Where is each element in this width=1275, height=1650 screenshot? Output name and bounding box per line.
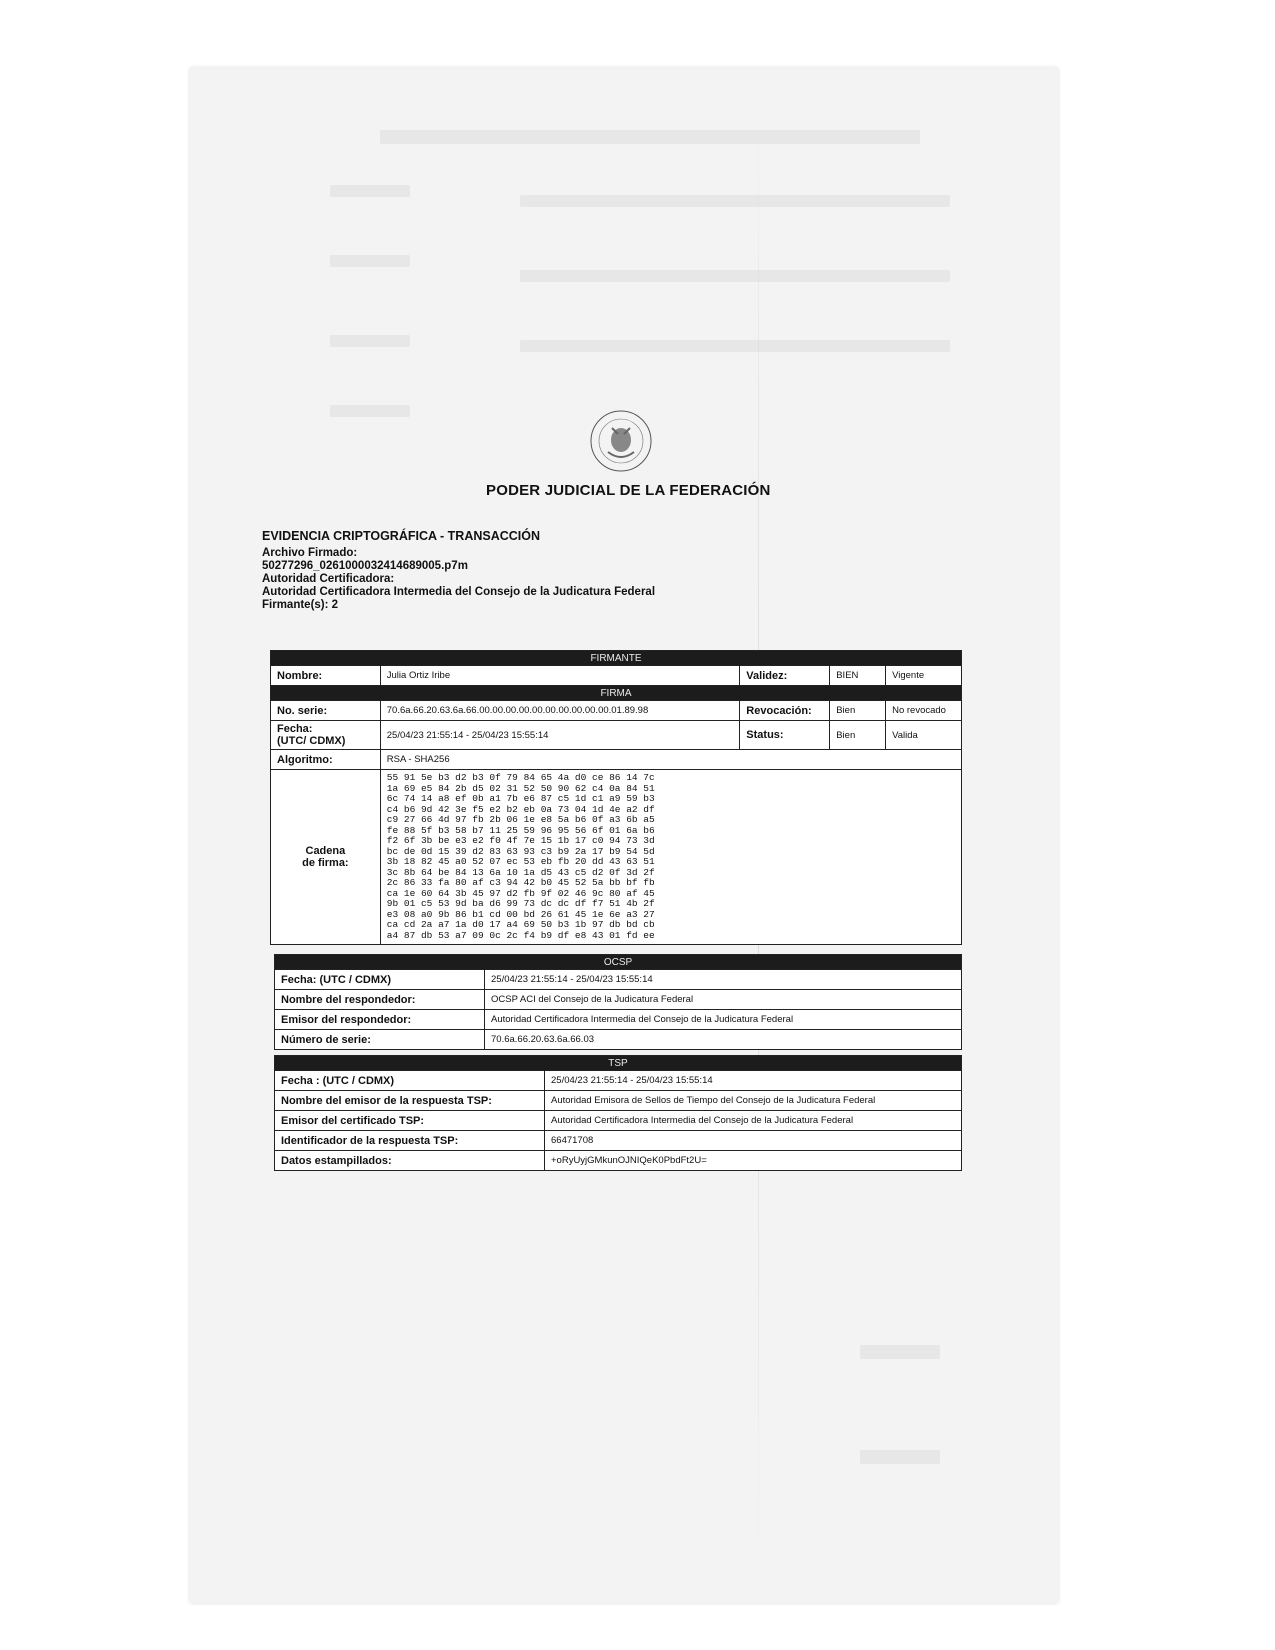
serie-value: 70.6a.66.20.63.6a.66.00.00.00.00.00.00.00.00.00.00.01.89.98 <box>380 701 740 721</box>
table-row <box>275 970 962 990</box>
bleed-through-block <box>330 185 410 197</box>
table-row <box>271 666 962 686</box>
cadena-label <box>271 770 381 945</box>
bleed-through-block <box>520 195 950 207</box>
cadena-line: 1a 69 e5 84 2b d5 02 31 52 50 90 62 c4 0a 84 51 <box>386 782 655 794</box>
cadena-line: f2 6f 3b be e3 e2 f0 4f 7e 15 1b 17 c0 94 73 3d <box>386 835 655 846</box>
table-row <box>271 750 962 770</box>
ocsp-emisor-value: Autoridad Certificadora Intermedia del Consejo de la Judicatura Federal <box>485 1010 962 1030</box>
tsp-identificador-value: 66471708 <box>545 1131 962 1151</box>
fecha-value: 25/04/23 21:55:14 - 25/04/23 15:55:14 <box>380 721 740 750</box>
firma-section-header: FIRMA <box>271 686 962 701</box>
table-row <box>275 1010 962 1030</box>
vigencia-value: Vigente <box>886 666 962 686</box>
tsp-identificador-label: Identificador de la respuesta TSP: <box>275 1131 545 1151</box>
firmante-section-header: FIRMANTE <box>271 651 962 666</box>
table-row <box>275 1111 962 1131</box>
archivo-value: 50277296_0261000032414689005.p7m <box>262 560 468 572</box>
table-row <box>275 1131 962 1151</box>
cadena-line: bc de 0d 15 39 d2 83 63 93 c3 b9 2a 17 b9 54 5d <box>386 845 655 857</box>
ocsp-fecha-value: 25/04/23 21:55:14 - 25/04/23 15:55:14 <box>485 970 962 990</box>
cadena-value <box>380 770 961 945</box>
ocsp-respondedor-label: Nombre del respondedor: <box>275 990 485 1010</box>
archivo-label: Archivo Firmado: <box>262 547 358 559</box>
cadena-line: ca cd 2a a7 1a d0 17 a4 69 50 b3 1b 97 db bd cb <box>386 919 655 930</box>
table-row <box>275 1151 962 1171</box>
bleed-through-block <box>380 130 920 144</box>
status-value: Bien <box>830 721 886 750</box>
mexican-coat-of-arms-seal-icon <box>588 408 654 474</box>
tsp-fecha-label: Fecha : (UTC / CDMX) <box>275 1071 545 1091</box>
serie-label: No. serie: <box>271 701 381 721</box>
tsp-datos-label: Datos estampillados: <box>275 1151 545 1171</box>
ocsp-serie-value: 70.6a.66.20.63.6a.66.03 <box>485 1030 962 1050</box>
cadena-label-line-1: Cadena <box>305 845 346 857</box>
cadena-line: ca 1e 60 64 3b 45 97 d2 fb 9f 02 46 9c 80 af 45 <box>386 887 655 899</box>
cadena-line: c9 27 66 4d 97 fb 2b 06 1e e8 5a b6 0f a3 6b a5 <box>386 814 655 825</box>
cadena-line: e3 08 a0 9b 86 b1 cd 00 bd 26 61 45 1e 6e a3 27 <box>386 908 655 920</box>
table-row <box>271 770 962 945</box>
status-label: Status: <box>740 721 830 750</box>
evidence-title: EVIDENCIA CRIPTOGRÁFICA - TRANSACCIÓN <box>262 529 541 543</box>
evidence-meta <box>262 530 762 612</box>
bleed-through-block <box>520 340 950 352</box>
revocacion-value: Bien <box>830 701 886 721</box>
fecha-label-line-1: Fecha: <box>277 723 313 735</box>
nombre-value: Julia Ortiz Iribe <box>380 666 740 686</box>
bleed-through-block <box>330 335 410 347</box>
ocsp-table <box>274 954 962 1050</box>
cadena-line: 2c 86 33 fa 80 af c3 94 42 b0 45 52 5a bb bf fb <box>386 877 655 888</box>
tsp-section-header: TSP <box>275 1056 962 1071</box>
bleed-through-block <box>330 255 410 267</box>
cadena-line: c4 b6 9d 42 3e f5 e2 b2 eb 0a 73 04 1d 4e a2 df <box>386 803 655 815</box>
firmante-firma-table <box>270 650 962 945</box>
bleed-through-block <box>860 1450 940 1464</box>
ocsp-section-header: OCSP <box>275 955 962 970</box>
status-state: Valida <box>886 721 962 750</box>
cadena-line: 9b 01 c5 53 9d ba d6 99 73 dc dc df f7 51 4b 2f <box>386 898 655 909</box>
tsp-datos-value: +oRyUyjGMkunOJNIQeK0PbdFt2U= <box>545 1151 962 1171</box>
validez-value: BIEN <box>830 666 886 686</box>
algoritmo-value: RSA - SHA256 <box>380 750 961 770</box>
tsp-emisor-respuesta-value: Autoridad Emisora de Sellos de Tiempo del Consejo de la Judicatura Federal <box>545 1091 962 1111</box>
bleed-through-block <box>330 405 410 417</box>
table-row <box>275 1071 962 1091</box>
revocacion-state: No revocado <box>886 701 962 721</box>
tsp-fecha-value: 25/04/23 21:55:14 - 25/04/23 15:55:14 <box>545 1071 962 1091</box>
validez-label: Validez: <box>740 666 830 686</box>
tsp-emisor-respuesta-label: Nombre del emisor de la respuesta TSP: <box>275 1091 545 1111</box>
cadena-line: 3b 18 82 45 a0 52 07 ec 53 eb fb 20 dd 43 63 51 <box>386 856 655 867</box>
nombre-label: Nombre: <box>271 666 381 686</box>
tsp-emisor-cert-value: Autoridad Certificadora Intermedia del Consejo de la Judicatura Federal <box>545 1111 962 1131</box>
autoridad-value: Autoridad Certificadora Intermedia del Consejo de la Judicatura Federal <box>262 586 656 598</box>
revocacion-label: Revocación: <box>740 701 830 721</box>
cadena-line: fe 88 5f b3 58 b7 11 25 59 96 95 56 6f 01 6a b6 <box>386 824 655 836</box>
autoridad-label: Autoridad Certificadora: <box>262 573 395 585</box>
institution-title: PODER JUDICIAL DE LA FEDERACIÓN <box>486 482 771 499</box>
table-row <box>275 990 962 1010</box>
ocsp-fecha-label: Fecha: (UTC / CDMX) <box>275 970 485 990</box>
cadena-line: a4 87 db 53 a7 09 0c 2c f4 b9 df e8 43 01 fd ee <box>386 929 655 941</box>
fecha-label <box>271 721 381 750</box>
ocsp-serie-label: Número de serie: <box>275 1030 485 1050</box>
firmantes-count: Firmante(s): 2 <box>262 599 339 611</box>
cadena-line: 6c 74 14 a8 ef 0b a1 7b e6 87 c5 1d c1 a9 59 b3 <box>386 793 655 804</box>
bleed-through-block <box>860 1345 940 1359</box>
bleed-through-block <box>520 270 950 282</box>
algoritmo-label: Algoritmo: <box>271 750 381 770</box>
ocsp-emisor-label: Emisor del respondedor: <box>275 1010 485 1030</box>
cadena-label-line-2: de firma: <box>302 857 349 869</box>
fecha-label-line-2: (UTC/ CDMX) <box>277 735 346 747</box>
cadena-line: 55 91 5e b3 d2 b3 0f 79 84 65 4a d0 ce 86 14 7c <box>386 772 655 783</box>
tsp-table <box>274 1055 962 1171</box>
table-row <box>271 701 962 721</box>
table-row <box>275 1091 962 1111</box>
cadena-line: 3c 8b 64 be 84 13 6a 10 1a d5 43 c5 d2 0f 3d 2f <box>386 866 655 878</box>
table-row <box>271 721 962 750</box>
tsp-emisor-cert-label: Emisor del certificado TSP: <box>275 1111 545 1131</box>
table-row <box>275 1030 962 1050</box>
ocsp-respondedor-value: OCSP ACI del Consejo de la Judicatura Federal <box>485 990 962 1010</box>
